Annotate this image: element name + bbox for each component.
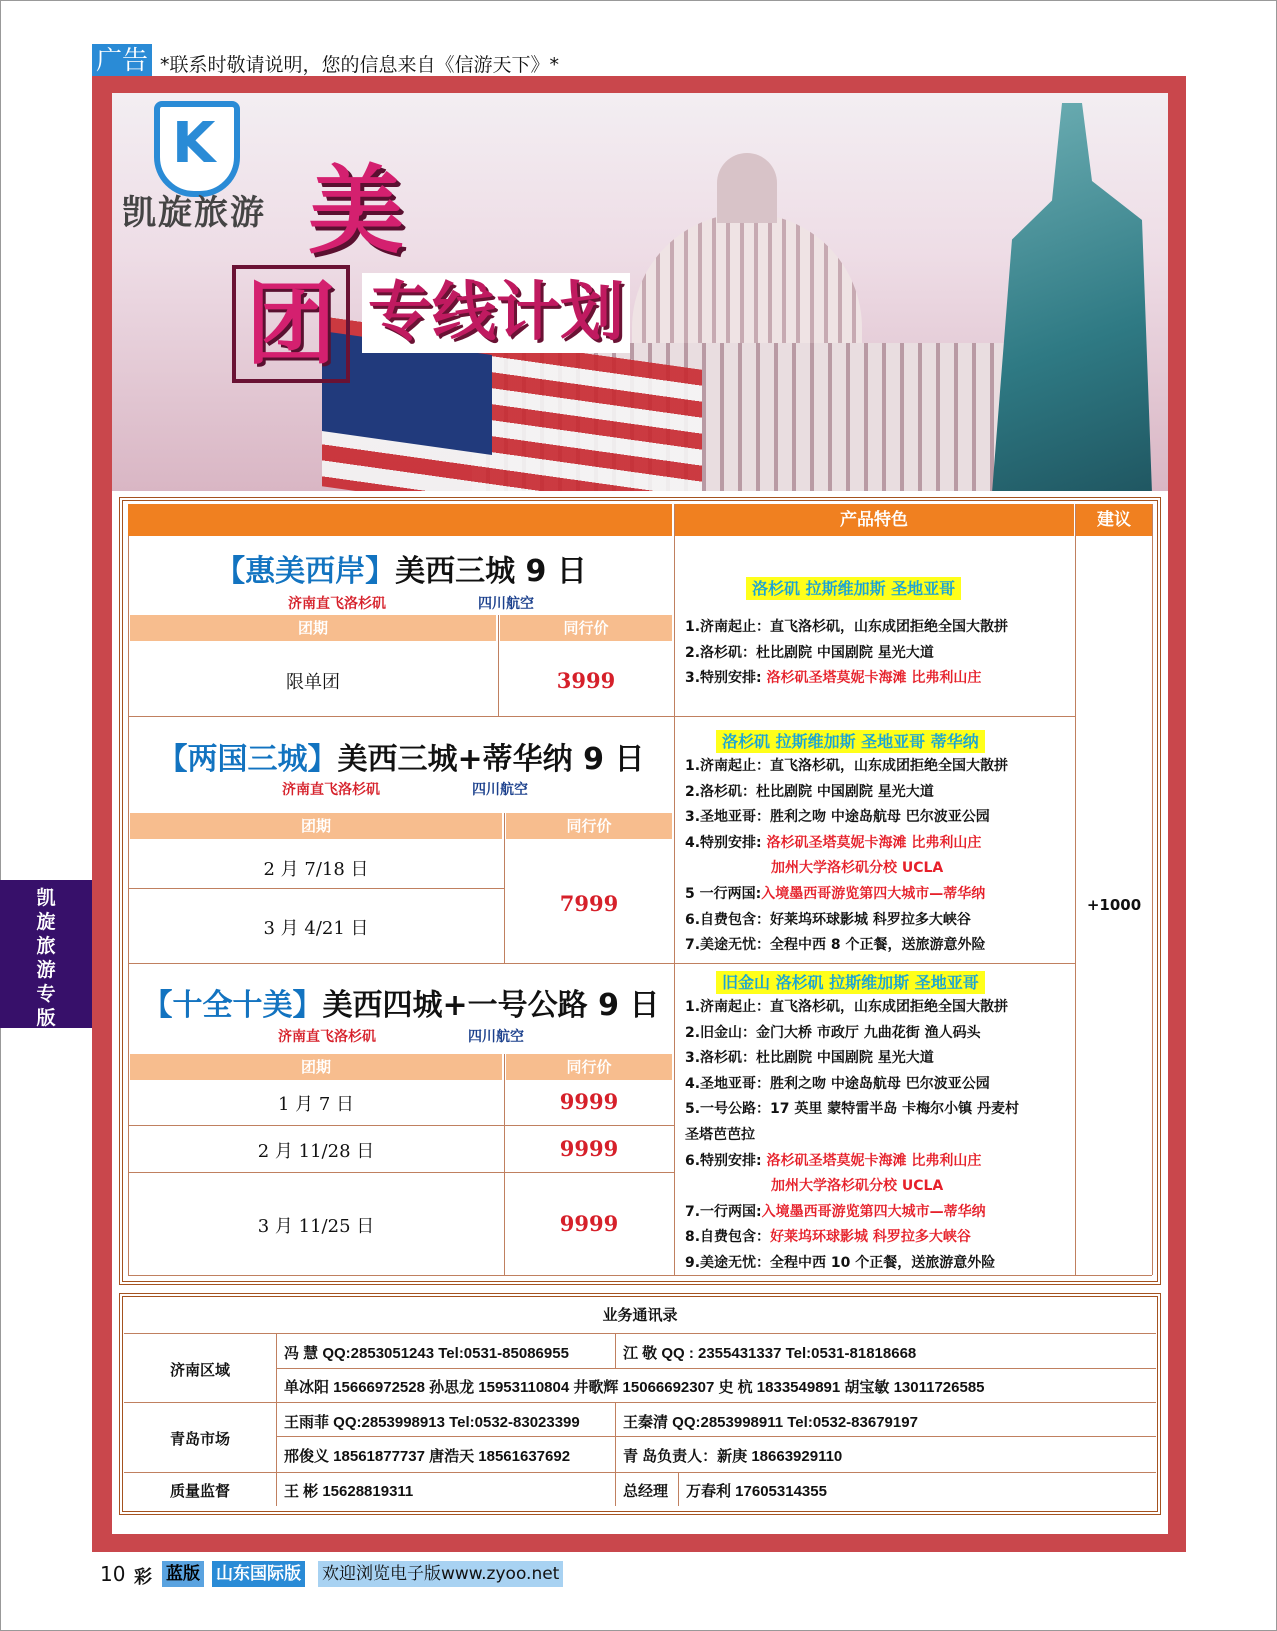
qingdao-label: 青岛市场 xyxy=(169,1431,230,1448)
product-3-title: 【十全十美】美西四城+一号公路 9 日 xyxy=(142,988,660,1023)
product-2-price-header: 同行价 xyxy=(506,813,672,839)
product-1-title: 【惠美西岸】美西三城 9 日 xyxy=(215,554,587,589)
banner-image xyxy=(112,93,1168,491)
feature-line: 3.特别安排: 洛杉矶圣塔莫妮卡海滩 比弗利山庄 xyxy=(685,670,982,687)
side-tab-char: 旋 xyxy=(36,911,56,933)
feature-line: 1.济南起止：直飞洛杉矶，山东成团拒绝全国大散拼 xyxy=(685,619,1009,635)
side-tab-char: 专 xyxy=(36,983,56,1005)
feature-line: 3.圣地亚哥：胜利之吻 中途岛航母 巴尔波亚公园 xyxy=(685,809,990,826)
feature-line: 2.旧金山：金门大桥 市政厅 九曲花街 渔人码头 xyxy=(685,1024,981,1041)
feature-line: 加州大学洛杉矶分校 UCLA xyxy=(771,860,944,877)
banner-title-char1: 美 xyxy=(308,154,404,267)
quality-label: 质量监督 xyxy=(169,1483,230,1500)
product-2-period-header: 团期 xyxy=(130,813,502,839)
footer-blue-edition: 蓝版 xyxy=(162,1561,204,1587)
product-1-airline: 四川航空 xyxy=(478,596,534,612)
feature-line: 5.一号公路：17 英里 蒙特雷半岛 卡梅尔小镇 丹麦村 xyxy=(685,1101,1020,1118)
feature-line: 6.特别安排: 洛杉矶圣塔莫妮卡海滩 比弗利山庄 xyxy=(685,1152,982,1169)
suggest-value: +1000 xyxy=(1086,896,1142,914)
footer-website-link[interactable]: 欢迎浏览电子版www.zyoo.net xyxy=(318,1561,563,1587)
product-3-date-3: 3 月 11/25 日 xyxy=(257,1216,375,1237)
feature-line: 加州大学洛杉矶分校 UCLA xyxy=(771,1178,944,1195)
product-3-date-1: 1 月 7 日 xyxy=(277,1094,355,1115)
side-tab-char: 版 xyxy=(36,1007,56,1029)
side-tab-char: 旅 xyxy=(36,935,56,957)
footer-cai: 彩 xyxy=(134,1567,152,1588)
grid-line xyxy=(128,963,1075,964)
feature-line: 7.一行两国:入境墨西哥游览第四大城市—蒂华纳 xyxy=(685,1203,986,1220)
grid-line xyxy=(1152,504,1153,1275)
grid-line xyxy=(1075,504,1076,1275)
grid-line xyxy=(674,504,675,1275)
jinan-contact-1b: 江 敬 QQ : 2355431337 Tel:0531-81818668 xyxy=(623,1345,917,1362)
gm-value: 万春利 17605314355 xyxy=(686,1483,827,1500)
product-3-highlight: 旧金山 洛杉矶 拉斯维加斯 圣地亚哥 xyxy=(716,970,985,993)
product-1-price-header: 同行价 xyxy=(500,615,672,641)
feature-line: 5 一行两国:入境墨西哥游览第四大城市—蒂华纳 xyxy=(685,885,986,902)
product-2-price: 7999 xyxy=(559,891,619,916)
feature-header: 产品特色 xyxy=(674,504,1074,536)
grid-line xyxy=(498,615,499,716)
product-3-price-header: 同行价 xyxy=(506,1054,672,1080)
feature-line: 8.自费包含：好莱坞环球影城 科罗拉多大峡谷 xyxy=(685,1229,971,1246)
product-2-features xyxy=(685,754,1008,959)
feature-line: 4.特别安排: 洛杉矶圣塔莫妮卡海滩 比弗利山庄 xyxy=(685,834,982,851)
grid-line xyxy=(128,716,1075,717)
qingdao-contact-2a: 邢俊义 18561877737 唐浩天 18561637692 xyxy=(284,1448,571,1465)
product-2-airline: 四川航空 xyxy=(472,782,528,798)
capitol-cupola xyxy=(717,153,777,223)
contacts-title: 业务通讯录 xyxy=(602,1306,678,1324)
logo-text: 凯旋旅游 xyxy=(122,193,266,233)
grid-line xyxy=(128,536,129,1275)
feature-line: 9.美途无忧：全程中西 10 个正餐，送旅游意外险 xyxy=(685,1254,996,1271)
grid-line xyxy=(124,1402,1156,1403)
grid-line xyxy=(128,1125,674,1126)
grid-line xyxy=(678,1472,679,1506)
side-tab xyxy=(0,880,92,1028)
product-1-price: 3999 xyxy=(556,668,616,693)
feature-line: 2.洛杉矶：杜比剧院 中国剧院 星光大道 xyxy=(685,644,934,661)
grid-line xyxy=(504,813,505,963)
feature-line: 2.洛杉矶：杜比剧院 中国剧院 星光大道 xyxy=(685,783,934,800)
product-3-date-2: 2 月 11/28 日 xyxy=(257,1141,375,1162)
feature-line: 6.自费包含：好莱坞环球影城 科罗拉多大峡谷 xyxy=(685,911,971,928)
grid-line xyxy=(128,888,504,889)
product-2-route: 济南直飞洛杉矶 xyxy=(282,782,380,798)
product-3-features xyxy=(685,995,1019,1277)
banner-title-char2: 团 xyxy=(232,265,350,383)
qingdao-contact-1b: 王秦清 QQ:2853998911 Tel:0532-83679197 xyxy=(623,1414,918,1431)
grid-line xyxy=(615,1402,616,1506)
product-3-period-header: 团期 xyxy=(130,1054,502,1080)
grid-line xyxy=(504,1054,505,1275)
suggest-header: 建议 xyxy=(1076,504,1152,536)
ad-tag: 广告 xyxy=(92,44,152,78)
table-header-left xyxy=(128,504,672,536)
feature-line: 圣塔芭芭拉 xyxy=(685,1126,755,1143)
product-1-features xyxy=(685,615,1008,692)
product-2-date-1: 2 月 7/18 日 xyxy=(263,859,369,880)
qingdao-contact-1a: 王雨菲 QQ:2853998913 Tel:0532-83023399 xyxy=(284,1414,580,1431)
side-tab-char: 游 xyxy=(36,959,56,981)
jinan-label: 济南区域 xyxy=(169,1362,230,1379)
jinan-contact-1a: 冯 慧 QQ:2853051243 Tel:0531-85086955 xyxy=(284,1345,569,1362)
product-1-route: 济南直飞洛杉矶 xyxy=(288,596,386,612)
product-3-airline: 四川航空 xyxy=(468,1029,524,1045)
feature-line: 3.洛杉矶：杜比剧院 中国剧院 星光大道 xyxy=(685,1050,934,1067)
statue-of-liberty xyxy=(972,103,1168,491)
product-2-title: 【两国三城】美西三城+蒂华纳 9 日 xyxy=(157,742,645,777)
product-3-route: 济南直飞洛杉矶 xyxy=(278,1029,376,1045)
product-1-period-header: 团期 xyxy=(130,615,496,641)
page-number: 10 xyxy=(100,1562,126,1586)
feature-line: 1.济南起止：直飞洛杉矶，山东成团拒绝全国大散拼 xyxy=(685,758,1009,774)
grid-line xyxy=(276,1333,277,1506)
grid-line xyxy=(615,1333,616,1368)
feature-line: 1.济南起止：直飞洛杉矶，山东成团拒绝全国大散拼 xyxy=(685,999,1009,1015)
grid-line xyxy=(276,1436,1156,1437)
grid-line xyxy=(124,1333,1156,1334)
product-3-price-3: 9999 xyxy=(559,1211,619,1236)
product-2-date-2: 3 月 4/21 日 xyxy=(263,918,369,939)
feature-line: 4.圣地亚哥：胜利之吻 中途岛航母 巴尔波亚公园 xyxy=(685,1075,990,1092)
grid-line xyxy=(276,1368,1156,1369)
grid-line xyxy=(124,1472,1156,1473)
banner-title-rest: 专线计划 xyxy=(362,273,630,353)
capitol-dome xyxy=(632,213,862,363)
side-tab-char: 凯 xyxy=(36,887,56,909)
jinan-contact-2: 单冰阳 15666972528 孙思龙 15953110804 井歌辉 15066692307 史 杭 1833549891 胡宝敏 13011726585 xyxy=(284,1379,985,1396)
product-3-price-1: 9999 xyxy=(559,1089,619,1114)
ad-note: *联系时敬请说明，您的信息来自《信游天下》* xyxy=(160,54,560,76)
feature-line: 7.美途无忧：全程中西 8 个正餐，送旅游意外险 xyxy=(685,937,986,954)
product-1-date: 限单团 xyxy=(286,672,340,693)
quality-value: 王 彬 15628819311 xyxy=(284,1483,414,1500)
logo-k-icon: K xyxy=(172,111,216,176)
grid-line xyxy=(128,1172,674,1173)
footer-edition: 山东国际版 xyxy=(212,1561,305,1587)
gm-label: 总经理 xyxy=(623,1483,669,1500)
product-2-highlight: 洛杉矶 拉斯维加斯 圣地亚哥 蒂华纳 xyxy=(716,729,985,752)
product-3-price-2: 9999 xyxy=(559,1136,619,1161)
qingdao-contact-2b: 青 岛负责人：新庚 18663929110 xyxy=(623,1448,843,1465)
product-1-highlight: 洛杉矶 拉斯维加斯 圣地亚哥 xyxy=(746,576,961,599)
